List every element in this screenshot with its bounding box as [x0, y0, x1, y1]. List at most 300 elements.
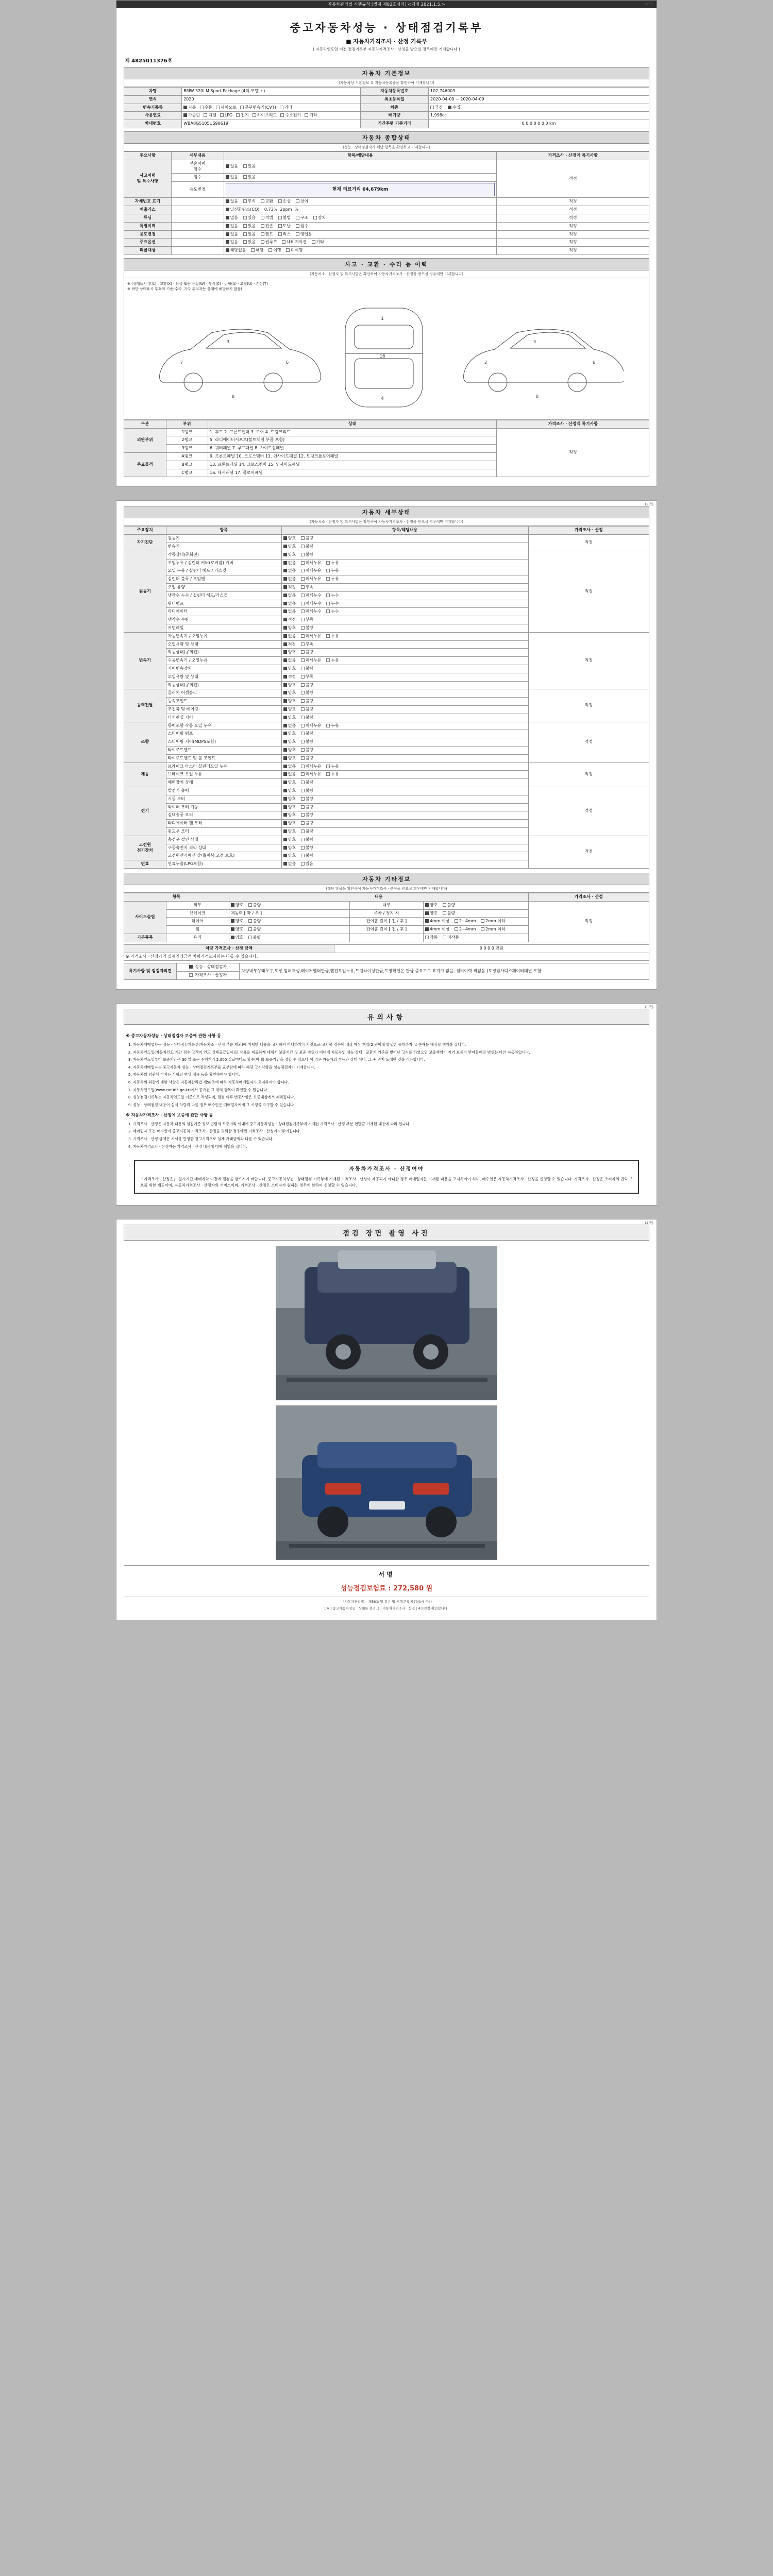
field-label-firstreg: 최초등록일 [360, 95, 428, 104]
declaration-title: 자동차가격조사 · 산정여야 [349, 1166, 424, 1173]
checkbox-tuning-yes[interactable] [243, 216, 247, 219]
checkbox-wheeldepth-4[interactable] [425, 927, 429, 931]
detail-group-transmission: 변속기 [124, 632, 166, 689]
detail-item-hv-2: 고전원전기배선 상태(피복,고정 보호) [166, 852, 281, 860]
checkbox-trans-6-bad[interactable] [301, 683, 305, 687]
svg-text:6: 6 [286, 360, 289, 365]
notice-item: 6. 자동차의 외관에 대한 사항은 자동차관리법 제58조에 따라 자동차매매업자가 고지하여야 합니다. [133, 1079, 647, 1086]
checkbox-accident-none[interactable] [226, 164, 229, 168]
checkbox-tuning-illegal[interactable] [278, 216, 282, 219]
notice-list-2 [126, 1121, 647, 1150]
checkbox-engine-9-bad[interactable] [301, 626, 305, 630]
checkbox-fuel-electric[interactable] [236, 113, 240, 117]
checkbox-tuning-structure[interactable] [296, 216, 299, 219]
checkbox-engine-0-good[interactable] [283, 553, 287, 556]
checkbox-fuel-etc[interactable] [305, 113, 308, 117]
checkbox-special-none[interactable] [226, 224, 229, 228]
checkbox-engine-7-none[interactable] [283, 609, 287, 613]
checkbox-engine-2-micro[interactable] [301, 569, 305, 572]
checkbox-transmission-semi[interactable] [216, 106, 220, 109]
checkbox-engine-7-leak[interactable] [326, 609, 330, 613]
checkbox-special-pricing[interactable] [189, 973, 193, 977]
checkbox-engine-3-leak[interactable] [326, 577, 330, 581]
checkbox-usage-business[interactable] [296, 232, 299, 236]
checkbox-steer-0-micro[interactable] [301, 724, 305, 727]
checkbox-brake-1-micro[interactable] [301, 772, 305, 776]
field-value-class: 국산 수입 [429, 104, 649, 112]
checkbox-fuel-hydrogen[interactable] [280, 113, 284, 117]
checkbox-elec-3-bad[interactable] [301, 813, 305, 817]
checkbox-fuel-0-none[interactable] [283, 862, 287, 866]
checkbox-brake-1-leak[interactable] [326, 772, 330, 776]
overall-value-options: 없음 있음 썬루프 내비게이션 기타 [224, 239, 497, 247]
diagram-legend-1: ※ (상태표시 부호) : 교환(X) · 판금 또는 용접(W) · 부식(C) · 긁힘(A) · 요철(U) · 손상(T) [127, 281, 268, 286]
checkbox-emission-co[interactable] [226, 208, 229, 211]
svg-text:3: 3 [227, 339, 230, 344]
checkbox-trans-3-leak[interactable] [326, 658, 330, 662]
detail-item-steer-1: 스티어링 펌프 [166, 730, 281, 738]
checkbox-wheeldepth-24[interactable] [455, 927, 458, 931]
detail-value-fuel-0: 없음 있음 [281, 860, 528, 869]
checkbox-engine-6-micro[interactable] [301, 602, 305, 605]
page-title: 중고자동차성능 · 상태점검기록부 [290, 22, 483, 34]
checkbox-steer-0-leak[interactable] [326, 724, 330, 727]
special-radio-perf[interactable] [176, 963, 239, 972]
checkbox-steer-2-good[interactable] [283, 740, 287, 743]
checkbox-tiredepth-2[interactable] [481, 919, 484, 923]
checkbox-elec-1-good[interactable] [283, 797, 287, 801]
detail-item-elec-5: 윈도우 모터 [166, 827, 281, 836]
checkbox-brake-2-good[interactable] [283, 781, 287, 784]
checkbox-hv-1-good[interactable] [283, 846, 287, 850]
overall-group-options: 주요옵션 [124, 239, 172, 247]
checkbox-blank-work[interactable] [425, 936, 429, 939]
checkbox-fuel-gasoline[interactable] [183, 113, 187, 117]
other-item-in: 내부 [350, 901, 424, 909]
field-value-firstreg: 2020-04-09 ~ 2020-04-09 [429, 95, 649, 104]
page-2 [116, 500, 657, 989]
checkbox-steer-3-good[interactable] [283, 748, 287, 752]
overall-col-main: 주요사항 [124, 151, 172, 160]
checkbox-engine-8-low[interactable] [301, 618, 305, 621]
checkbox-transmission-manual[interactable] [200, 106, 204, 109]
accident-parts-3: 6. 쿼터패널 7. 루프패널 8. 사이드실패널 [208, 445, 497, 453]
field-label-displacement: 배기량 [360, 112, 428, 120]
checkbox-fuel-0-yes[interactable] [301, 862, 305, 866]
overall-group-history: 사고이력 및 특수사항 [124, 160, 172, 198]
detail-item-engine-9: 커먼레일 [166, 624, 281, 633]
checkbox-vinmark-replace[interactable] [261, 199, 264, 203]
checkbox-engine-7-micro[interactable] [301, 609, 305, 613]
checkbox-trans-2-bad[interactable] [301, 650, 305, 654]
checkbox-in-good[interactable] [425, 903, 429, 907]
detail-value-trans-0: 없음 미세누유 누유 [281, 632, 528, 640]
detail-value-engine-9: 양호 불량 [281, 624, 528, 633]
other-group-sideslip: 사이드슬립 [124, 901, 166, 934]
detail-item-engine-5: 냉각수 누수 / 실린더 헤드/가스켓 [166, 591, 281, 600]
detail-value-brake-1: 없음 미세누유 누유 [281, 771, 528, 779]
checkbox-transmission-cvt[interactable] [240, 106, 244, 109]
emission-smoke-value: % [294, 207, 299, 212]
notice-item: 2. 자동차인도일(자동차인도 기간 점수 고객이 인도 실제공급일자)로 사용을 제공하게 대해서 보증기간 및 보증 범위가 이내에 자동차인 성능 상태 · 교환기 기준을 벗어난 고지를 하였으면 보증책임이 지기 보증이 받아들어진 범위는 다른 자동차입니다. [133, 1049, 647, 1056]
other-value-tiredepth: 4mm 이상 2~4mm 2mm 이하 [423, 918, 528, 926]
detail-value-engine-5: 없음 미세누수 누수 [281, 591, 528, 600]
checkbox-vinmark-damage[interactable] [278, 199, 282, 203]
detail-group-powertrain: 동력전달 [124, 689, 166, 722]
detail-value-hv-0: 양호 불량 [281, 836, 528, 844]
checkbox-brake-0-micro[interactable] [301, 765, 305, 768]
other-item-glass: 유리 [166, 934, 229, 942]
overall-remark-8: 적정 [497, 247, 649, 255]
checkbox-steer-4-bad[interactable] [301, 756, 305, 760]
accident-parts-table [124, 420, 649, 478]
checkbox-power-2-bad[interactable] [301, 707, 305, 711]
detail-item-trans-0: 자동변속기 / 오일누유 [166, 632, 281, 640]
form-legal-header: 자동차관리법 시행규칙 [별지 제82호서식] <개정 2021.1.5.> [116, 1, 657, 8]
checkbox-trans-6-good[interactable] [283, 683, 287, 687]
checkbox-fuel-diesel[interactable] [204, 113, 207, 117]
detail-item-hv-0: 충전구 절연 상태 [166, 836, 281, 844]
detail-value-engine-1: 없음 미세누유 누유 [281, 559, 528, 567]
checkbox-trans-3-none[interactable] [283, 658, 287, 662]
checkbox-class-domestic[interactable] [430, 106, 434, 109]
other-item-tire: 타이어 [166, 918, 229, 926]
checkbox-tuning-none[interactable] [226, 216, 229, 219]
checkbox-blank-nowork[interactable] [443, 936, 446, 939]
checkbox-glass-bad[interactable] [248, 936, 252, 939]
checkbox-special-total[interactable] [261, 224, 264, 228]
accident-rank-a: A랭크 [166, 453, 208, 461]
field-label-year: 연식 [124, 95, 182, 104]
other-value-out: 양호 불량 [229, 901, 349, 909]
checkbox-selfdiag-trans-good[interactable] [283, 545, 287, 548]
checkbox-engine-1-none[interactable] [283, 561, 287, 565]
checkbox-power-0-good[interactable] [283, 691, 287, 694]
checkbox-class-import[interactable] [448, 106, 451, 109]
checkbox-engine-5-leak[interactable] [326, 594, 330, 597]
checkbox-elec-5-good[interactable] [283, 829, 287, 833]
checkbox-trans-0-micro[interactable] [301, 634, 305, 638]
detail-value-elec-4: 양호 불량 [281, 820, 528, 828]
checkbox-transmission-auto[interactable] [183, 106, 187, 109]
svg-text:7: 7 [180, 360, 183, 365]
checkbox-wheel-good[interactable] [231, 927, 234, 931]
overall-remark-4: 적정 [497, 214, 649, 222]
checkbox-engine-1-leak[interactable] [326, 561, 330, 565]
special-note-table [124, 963, 649, 980]
other-item-wheel: 휠 [166, 926, 229, 934]
checkbox-glass-good[interactable] [231, 936, 234, 939]
checkbox-tuning-legal[interactable] [261, 216, 264, 219]
detail-item-engine-6: 워터펌프 [166, 600, 281, 608]
checkbox-engine-2-leak[interactable] [326, 569, 330, 572]
checkbox-hv-0-good[interactable] [283, 838, 287, 841]
notice-item: 2. 매매업자 또는 매수인이 중고자동차 가격조사 · 산정을 의뢰한 경우에만 가격조사 · 산정이 이루어집니다. [133, 1128, 647, 1134]
checkbox-engine-3-none[interactable] [283, 577, 287, 581]
section-overall-note: (성능 · 상태점검자가 해당 항목을 확인하고 기재합니다) [124, 144, 649, 151]
checkbox-engine-3-micro[interactable] [301, 577, 305, 581]
checkbox-elec-3-good[interactable] [283, 813, 287, 817]
detail-item-steer-3: 타이로드엔드 [166, 746, 281, 754]
inspection-photo-front [276, 1246, 497, 1400]
notice-head-1: ※ 중고자동차성능 · 상태점검자 보증에 관한 사항 등 [126, 1033, 221, 1038]
field-value-carname: BMW 320i M Sport Package (4억 모델 +) [182, 88, 360, 96]
checkbox-steer-1-good[interactable] [283, 732, 287, 735]
other-item-parking: 주차 / 정지 시 [350, 909, 424, 918]
detail-value-elec-2: 양호 불량 [281, 803, 528, 811]
checkbox-engine-5-none[interactable] [283, 594, 287, 597]
checkbox-flood-none[interactable] [226, 175, 229, 179]
checkbox-options-nav[interactable] [282, 240, 285, 244]
checkbox-engine-2-none[interactable] [283, 569, 287, 572]
price-label: 차량 가격조사 · 산정 금액 [124, 944, 334, 953]
checkbox-engine-4-low[interactable] [301, 585, 305, 589]
checkbox-flood-yes[interactable] [243, 175, 247, 179]
detail-value-steer-1: 양호 불량 [281, 730, 528, 738]
checkbox-options-etc[interactable] [312, 240, 315, 244]
overall-group-usage: 용도변경 [124, 230, 172, 239]
overall-group-special: 특별이력 [124, 222, 172, 230]
checkbox-power-1-bad[interactable] [301, 699, 305, 703]
overall-item-usechange: 용도변경 [171, 182, 224, 198]
checkbox-power-3-good[interactable] [283, 716, 287, 719]
detail-value-steer-4: 양호 불량 [281, 754, 528, 762]
detail-col-remark: 가격조사 · 산정 [528, 527, 649, 535]
checkbox-engine-6-leak[interactable] [326, 602, 330, 605]
checkbox-trans-1-low[interactable] [301, 642, 305, 646]
overall-remark-1: 적정 [497, 160, 649, 198]
detail-item-power-1: 등속조인트 [166, 698, 281, 706]
field-label-vin: 차대번호 [124, 120, 182, 128]
detail-value-engine-6: 없음 미세누수 누수 [281, 600, 528, 608]
checkbox-usage-lease[interactable] [278, 232, 282, 236]
notice-item: 5. 자동차의 외관에 미치는 사항의 범위 내용 등을 확인하여야 합니다. [133, 1072, 647, 1078]
page-number-2: (2쪽) [645, 502, 653, 507]
checkbox-hv-1-bad[interactable] [301, 846, 305, 850]
svg-text:1: 1 [381, 316, 384, 321]
checkbox-parking-good[interactable] [425, 911, 429, 915]
checkbox-selfdiag-engine-bad[interactable] [301, 536, 305, 540]
detail-value-trans-4: 양호 불량 [281, 665, 528, 673]
field-value-fuel: 가솔린 디젤 LPG 전기 하이브리드 수소전기 기타 [182, 112, 360, 120]
svg-text:8: 8 [536, 394, 539, 399]
checkbox-recall-yes[interactable] [251, 248, 255, 252]
detail-item-trans-5: 오일유량 및 상태 [166, 673, 281, 681]
detail-value-steer-3: 양호 불량 [281, 746, 528, 754]
checkbox-elec-0-bad[interactable] [301, 789, 305, 792]
overall-col-content: 항목/해당내용 [224, 151, 497, 160]
checkbox-options-yes[interactable] [243, 240, 247, 244]
checkbox-accident-yes[interactable] [243, 164, 247, 168]
other-value-parking: 양호 불량 [423, 909, 528, 918]
detail-value-engine-0: 양호 불량 [281, 551, 528, 559]
declaration-text: 「가격조사 · 산정은」 실시기간 매매계약 이전에 점검을 받으시기 바랍니다. 중고자동차성능 · 상태점검 기록부에 기재된 가격조사 · 산정이 제공되지 아니한 경우 매매업자는 기재된 내용을 고지하여야 하며, 매수인은 자동차가격조사 · 산정을 신청할 수 있습니다. 가격조사 · 산정은 소비자의 권익 보호를 위한 제도이며, 자동차가격조사 · 산정자의 서비스이며, 가격조사 · 산정은 소비자가 원하는 경우에 한하여 신청할 수 있습니다. [140, 1177, 633, 1188]
section-overall-title: 자동차 종합상태 [124, 131, 649, 144]
checkbox-usage-none[interactable] [226, 232, 229, 236]
checkbox-tuning-device[interactable] [313, 216, 317, 219]
overall-remark-2: 적정 [497, 198, 649, 206]
checkbox-wheel-bad[interactable] [248, 927, 252, 931]
checkbox-elec-2-bad[interactable] [301, 805, 305, 809]
detail-item-brake-1: 브레이크 오일 누유 [166, 771, 281, 779]
checkbox-trans-0-leak[interactable] [326, 634, 330, 638]
checkbox-steer-3-bad[interactable] [301, 748, 305, 752]
checkbox-elec-5-bad[interactable] [301, 829, 305, 833]
overall-value-usage: 없음 있음 렌트 리스 영업용 [224, 230, 497, 239]
checkbox-steer-1-bad[interactable] [301, 732, 305, 735]
checkbox-brake-1-none[interactable] [283, 772, 287, 776]
svg-text:4: 4 [381, 396, 384, 401]
detail-group-selfdiag: 자기진단 [124, 535, 166, 551]
checkbox-steer-2-bad[interactable] [301, 740, 305, 743]
other-group-basic: 기본품목 [124, 934, 166, 942]
checkbox-options-none[interactable] [226, 240, 229, 244]
checkbox-recall-na[interactable] [226, 248, 229, 252]
field-label-transmission: 변속기종류 [124, 104, 182, 112]
detail-value-trans-6: 양호 불량 [281, 681, 528, 689]
field-value-vin: WBA8G5105US90619 [182, 120, 360, 128]
checkbox-trans-2-good[interactable] [283, 650, 287, 654]
checkbox-steer-4-good[interactable] [283, 756, 287, 760]
checkbox-trans-4-good[interactable] [283, 667, 287, 670]
checkbox-fuel-hybrid[interactable] [253, 113, 256, 117]
checkbox-trans-3-micro[interactable] [301, 658, 305, 662]
notice-item: 1. 자동차매매업자는 성능 · 상태점검기록부(자동차소 · 산정 부분 제외)에 기재한 내용을 고지하지 아니하거나 거짓으로 고지할 경우에 배상 배상 책임(2 년이내 발생한 중대하자 고 손해를 배상할 책임을 집니다. [133, 1042, 647, 1048]
basic-info-table [124, 87, 649, 128]
checkbox-brake-0-leak[interactable] [326, 765, 330, 768]
checkbox-engine-5-micro[interactable] [301, 594, 305, 597]
overall-item-flood: 침수 [171, 174, 224, 182]
checkbox-elec-2-good[interactable] [283, 805, 287, 809]
checkbox-brake-2-bad[interactable] [301, 781, 305, 784]
detail-item-brake-0: 브레이크 마스터 실린더오일 누유 [166, 762, 281, 771]
checkbox-engine-1-micro[interactable] [301, 561, 305, 565]
detail-item-engine-8: 냉각수 수량 [166, 616, 281, 624]
notice-item: 3. 가격조사 · 산정 금액은 시세를 반영한 참고가격으로 실제 거래금액과 다를 수 있습니다. [133, 1136, 647, 1142]
checkbox-hv-0-bad[interactable] [301, 838, 305, 841]
checkbox-engine-8-ok[interactable] [283, 618, 287, 621]
checkbox-engine-6-none[interactable] [283, 602, 287, 605]
inspection-fee-label: 성능점검보험료 : [340, 1585, 391, 1593]
checkbox-trans-4-bad[interactable] [301, 667, 305, 670]
checkbox-wheeldepth-2[interactable] [481, 927, 484, 931]
checkbox-selfdiag-trans-bad[interactable] [301, 545, 305, 548]
detail-item-trans-4: 기어변속장치 [166, 665, 281, 673]
accident-rank-1: 1랭크 [166, 428, 208, 436]
emission-co-value: 0.73% [264, 207, 278, 212]
notice-item: 7. 자동차인도일(www.car365.go.kr)에서 공개된 그 밖의 항목이 확인할 수 있습니다. [133, 1087, 647, 1093]
checkbox-special-performance[interactable] [189, 965, 193, 969]
checkbox-fuel-lpg[interactable] [220, 113, 224, 117]
checkbox-special-theft[interactable] [278, 224, 282, 228]
detail-item-trans-3: 수동변속기 / 오일누유 [166, 657, 281, 665]
checkbox-tire-good[interactable] [231, 919, 234, 923]
checkbox-parking-bad[interactable] [443, 911, 446, 915]
overall-item-options [171, 239, 224, 247]
accident-rank-2: 2랭크 [166, 436, 208, 445]
checkbox-out-bad[interactable] [248, 903, 252, 907]
detail-col-item: 항목 [166, 527, 281, 535]
checkbox-power-3-bad[interactable] [301, 716, 305, 719]
detail-item-power-2: 추진축 및 베어링 [166, 706, 281, 714]
field-label-class: 차종 [360, 104, 428, 112]
checkbox-special-yes[interactable] [243, 224, 247, 228]
checkbox-elec-0-good[interactable] [283, 789, 287, 792]
checkbox-tiredepth-4[interactable] [425, 919, 429, 923]
price-value: 0 0 0 0 만원 [334, 944, 649, 953]
checkbox-elec-1-bad[interactable] [301, 797, 305, 801]
checkbox-elec-4-bad[interactable] [301, 821, 305, 825]
checkbox-tire-bad[interactable] [248, 919, 252, 923]
checkbox-trans-5-ok[interactable] [283, 675, 287, 679]
section-detail-title: 자동차 세부상태 [124, 506, 649, 518]
detail-item-engine-1: 오일누유 / 실린더 커버(로커암) 카버 [166, 559, 281, 567]
page-1 [116, 0, 657, 487]
checkbox-engine-9-good[interactable] [283, 626, 287, 630]
checkbox-usage-yes[interactable] [243, 232, 247, 236]
detail-item-elec-2: 와이퍼 모터 기능 [166, 803, 281, 811]
doc-no-label: 제 [125, 58, 130, 64]
accident-remark: 적정 [497, 428, 649, 477]
checkbox-steer-0-none[interactable] [283, 724, 287, 727]
accident-parts-c: 16. 대시패널 17. 플로어패널 [208, 469, 497, 477]
detail-value-engine-3: 없음 미세누유 누유 [281, 575, 528, 584]
checkbox-transmission-etc[interactable] [280, 106, 283, 109]
field-value-odometer: 0 0 0 0 0 0 0 km [429, 120, 649, 128]
checkbox-vinmark-diff[interactable] [296, 199, 299, 203]
accident-group-frame: 주요골격 [124, 453, 166, 477]
checkbox-power-0-bad[interactable] [301, 691, 305, 694]
checkbox-engine-4-ok[interactable] [283, 585, 287, 589]
checkbox-power-1-good[interactable] [283, 699, 287, 703]
section-accident-note: (자동차소 · 산정자 및 특기사항은 확인하여 자동차가격조사 · 산정을 받으실 경우에만 기재합니다) [124, 270, 649, 278]
detail-group-fuel: 연료 [124, 860, 166, 869]
overall-value-vinmark: 없음 부식 교환 손상 상이 [224, 198, 497, 206]
checkbox-options-sunroof[interactable] [261, 240, 264, 244]
detail-remark-1: 적정 [528, 535, 649, 551]
overall-value-emission: 일산화탄소(CO) 0.73% 2ppm % [224, 206, 497, 214]
checkbox-usage-rent[interactable] [261, 232, 264, 236]
checkbox-trans-5-low[interactable] [301, 675, 305, 679]
checkbox-power-2-good[interactable] [283, 707, 287, 711]
checkbox-hv-2-good[interactable] [283, 854, 287, 857]
checkbox-brake-0-none[interactable] [283, 765, 287, 768]
checkbox-out-good[interactable] [231, 903, 234, 907]
other-value-blank: 작동 미작동 [423, 934, 528, 942]
checkbox-recall-done[interactable] [268, 248, 272, 252]
checkbox-selfdiag-engine-good[interactable] [283, 536, 287, 540]
checkbox-elec-4-good[interactable] [283, 821, 287, 825]
field-label-carname: 차명 [124, 88, 182, 96]
checkbox-vinmark-corrosion[interactable] [243, 199, 247, 203]
detail-item-steer-0: 동력조향 작동 오일 누유 [166, 722, 281, 730]
detail-value-trans-5: 적정 부족 [281, 673, 528, 681]
special-radio-price[interactable] [176, 972, 239, 980]
checkbox-trans-0-none[interactable] [283, 634, 287, 638]
checkbox-recall-notdone[interactable] [286, 248, 290, 252]
checkbox-engine-0-bad[interactable] [301, 553, 305, 556]
checkbox-hv-2-bad[interactable] [301, 854, 305, 857]
checkbox-trans-1-ok[interactable] [283, 642, 287, 646]
other-col-content: 내용 [229, 893, 528, 901]
checkbox-in-bad[interactable] [443, 903, 446, 907]
overall-item-vinmark [171, 198, 224, 206]
checkbox-vinmark-none[interactable] [226, 199, 229, 203]
detail-value-power-2: 양호 불량 [281, 706, 528, 714]
checkbox-tiredepth-24[interactable] [455, 919, 458, 923]
checkbox-special-flood[interactable] [296, 224, 299, 228]
mileage-highlight: 현재 의료거리 64,679km [226, 183, 495, 196]
